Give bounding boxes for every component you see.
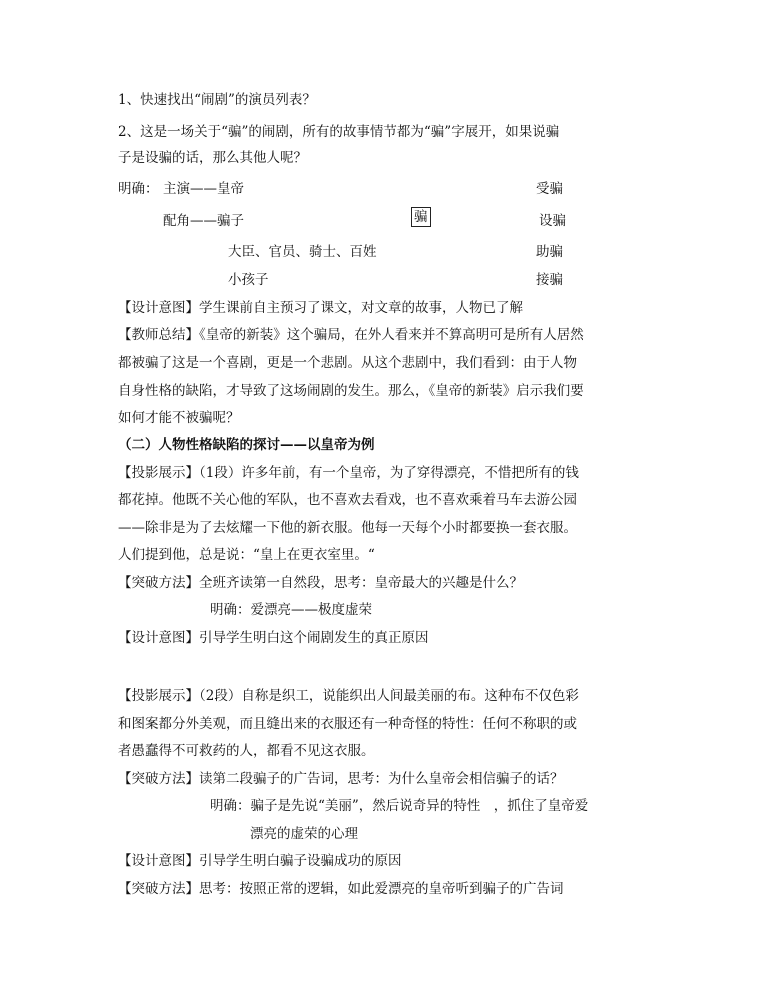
cast-others-role: 助骗 [536, 244, 563, 260]
body-line: 都花掉。他既不关心他的军队，也不喜欢去看戏，也不喜欢乘着马车去游公园 [118, 492, 577, 508]
question-1: 1、快速找出“闹剧”的演员列表？ [118, 92, 316, 108]
body-line: 漂亮的虚荣的心理 [250, 826, 358, 842]
body-line: 都被骗了这是一个喜剧，更是一个悲剧。从这个悲剧中，我们看到：由于人物 [118, 355, 577, 371]
cast-lead: 主演——皇帝 [163, 181, 244, 197]
body-line: 和图案都分外美观，而且缝出来的衣服还有一种奇怪的特性：任何不称职的或 [118, 716, 577, 732]
body-line: 自身性格的缺陷，才导致了这场闹剧的发生。那么，《皇帝的新装》启示我们要 [118, 383, 584, 399]
cast-child-role: 接骗 [536, 272, 563, 288]
cast-lead-role: 受骗 [536, 181, 563, 197]
body-line: 【突破方法】全班齐读第一自然段，思考：皇帝最大的兴趣是什么？ [118, 575, 523, 591]
cast-support-role: 设骗 [539, 213, 566, 229]
cast-support: 配角——骗子 [163, 213, 244, 229]
body-line: 者愚蠢得不可救药的人，都看不见这衣服。 [118, 743, 375, 759]
body-line: 明确：爱漂亮——极度虚荣 [210, 602, 372, 618]
body-line: 明确：骗子是先说“美丽”，然后说奇异的特性 ，抓住了皇帝爱 [210, 798, 589, 814]
body-line: 【设计意图】引导学生明白这个闹剧发生的真正原因 [118, 630, 429, 646]
body-line: 【突破方法】思考：按照正常的逻辑，如此爱漂亮的皇帝听到骗子的广告词 [118, 881, 564, 897]
body-line: 【投影展示】（2段）自称是织工，说能织出人间最美丽的布。这种布不仅色彩 [118, 688, 579, 704]
question-2-cont: 子是设骗的话，那么其他人呢？ [118, 150, 307, 166]
body-line: 【投影展示】（1段）许多年前，有一个皇帝，为了穿得漂亮，不惜把所有的钱 [118, 465, 579, 481]
body-line: 【教师总结】《皇帝的新装》这个骗局，在外人看来并不算高明可是所有人居然 [118, 327, 584, 343]
cast-child: 小孩子 [228, 272, 269, 288]
question-2: 2、这是一场关于“骗”的闹剧，所有的故事情节都为“骗”字展开，如果说骗 [118, 124, 560, 140]
body-line: 如何才能不被骗呢？ [118, 410, 240, 426]
body-line: ——除非是为了去炫耀一下他的新衣服。他每一天每个小时都要换一套衣服。 [118, 520, 577, 536]
body-line: 人们提到他，总是说：“皇上在更衣室里。“ [118, 547, 375, 563]
body-line: 【突破方法】读第二段骗子的广告词，思考：为什么皇帝会相信骗子的话？ [118, 771, 564, 787]
section-heading: （二）人物性格缺陷的探讨——以皇帝为例 [118, 437, 375, 453]
cast-label: 明确： [118, 181, 159, 197]
body-line: 【设计意图】引导学生明白骗子设骗成功的原因 [118, 853, 402, 869]
body-line: 【设计意图】学生课前自主预习了课文，对文章的故事，人物已了解 [118, 300, 523, 316]
cast-others: 大臣、官员、骑士、百姓 [228, 244, 377, 260]
center-char-box: 骗 [411, 207, 431, 227]
